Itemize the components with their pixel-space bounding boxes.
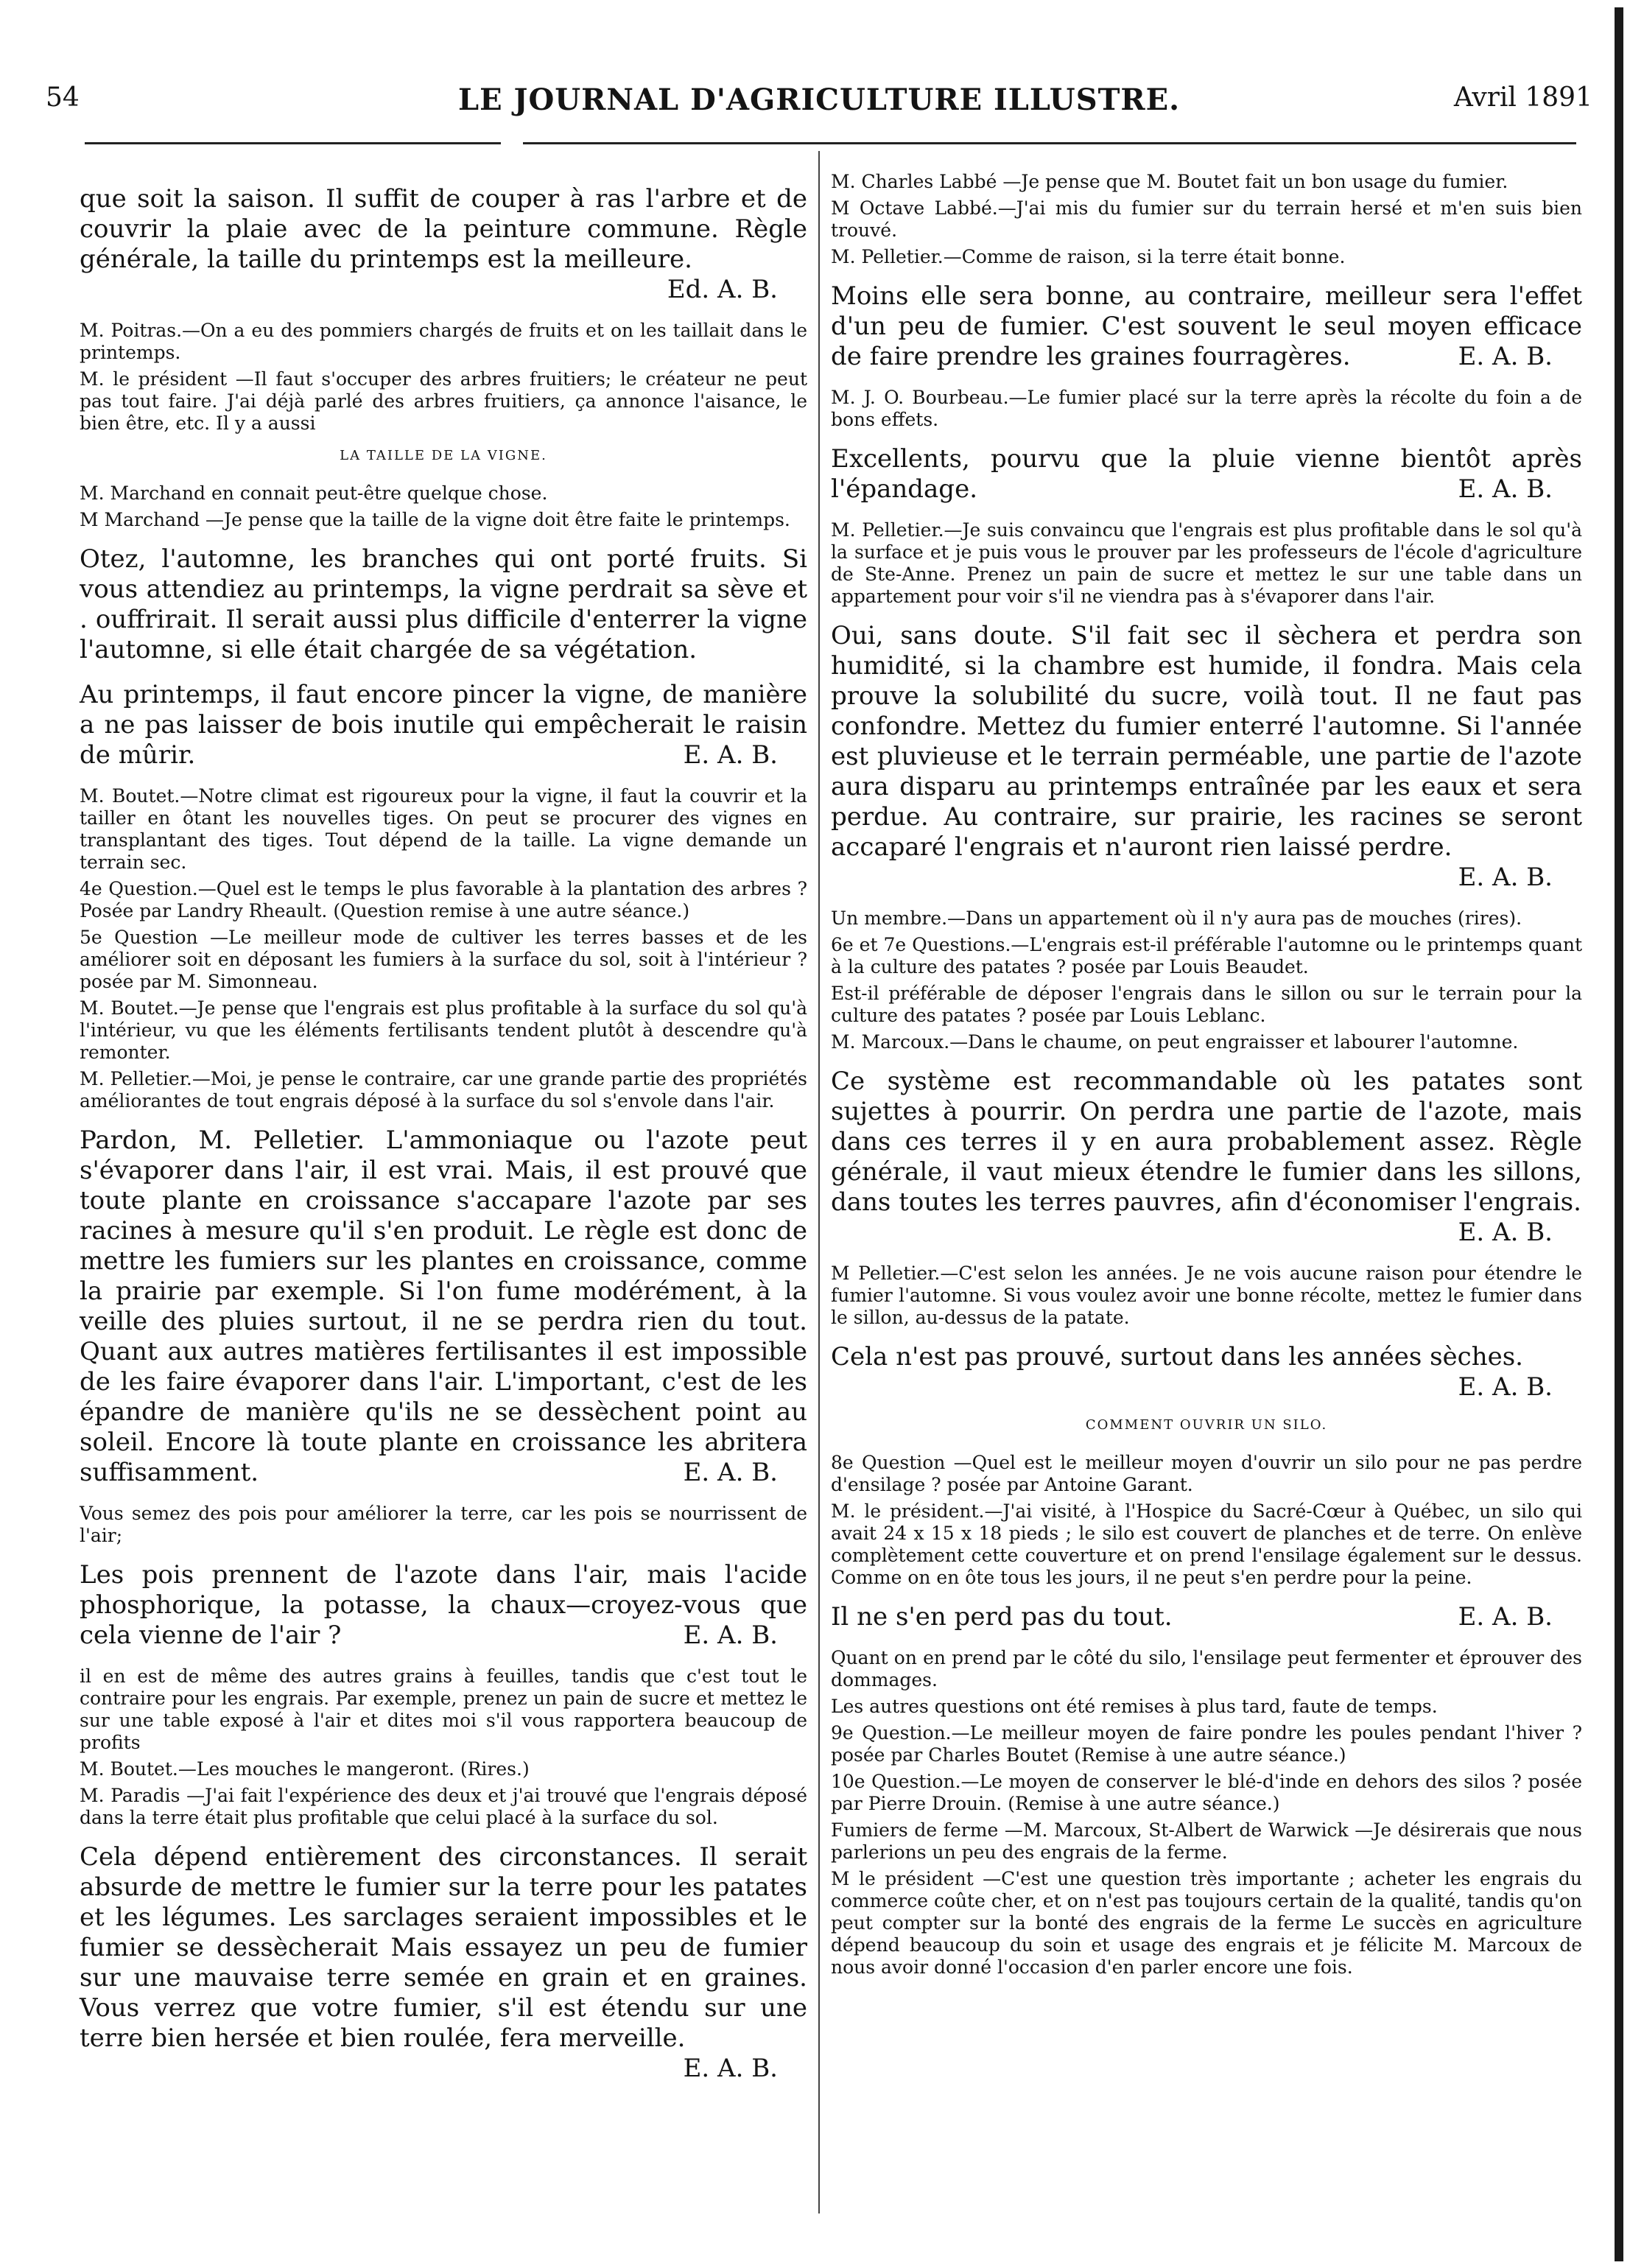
paragraph-text: 8e Question —Quel est le meilleur moyen d'ouvrir un silo pour ne pas perdre d'ensilage ? posée par Antoine Garant. xyxy=(831,1452,1582,1495)
paragraph-text: Il ne s'en perd pas du tout. xyxy=(831,1602,1173,1632)
speaker-remark xyxy=(831,1819,1582,1864)
paragraph-text: il en est de même des autres grains à feuilles, tandis que c'est tout le contraire pour les engrais. Par exemple, prenez un pain de sucre et mettez le sur une table exposé à l'air et dites moi s'il vous rapportera beaucoup de profits xyxy=(80,1665,807,1753)
page-number: 54 xyxy=(46,82,80,113)
editor-signature: E. A. B. xyxy=(683,1621,778,1650)
paragraph-text: Excellents, pourvu que la pluie vienne bientôt après l'épandage. xyxy=(831,444,1582,504)
editor-reply xyxy=(831,444,1582,505)
paragraph-text: 5e Question —Le meilleur mode de cultiver les terres basses et de les améliorer soit en déposant les fumiers à la surface du sol, soit à l'intérieur ? posée par M. Simonneau. xyxy=(80,927,807,992)
editor-signature: E. A. B. xyxy=(1458,1602,1553,1632)
paragraph-text: M. Poitras.—On a eu des pommiers chargés de fruits et on les taillait dans le printemps. xyxy=(80,320,807,363)
speaker-remark xyxy=(80,927,807,993)
paragraph-text: M le président —C'est une question très importante ; acheter les engrais du commerce coûte cher, et on n'est pas toujours certain de la qualité, tandis qu'on peut compter sur la bonté des engrais de la ferme Le succès en agriculture dépend beaucoup du soin et usage des engrais et je félicite M. Marcoux de nous avoir donné l'occasion d'en parler encore une fois. xyxy=(831,1868,1582,1978)
speaker-remark xyxy=(831,197,1582,242)
speaker-remark xyxy=(80,1068,807,1112)
paragraph-text: Vous semez des pois pour améliorer la terre, car les pois se nourrissent de l'air; xyxy=(80,1503,807,1546)
paragraph-text: M. Marcoux.—Dans le chaume, on peut engraisser et labourer l'automne. xyxy=(831,1031,1519,1053)
paragraph-text: M Octave Labbé.—J'ai mis du fumier sur du terrain hersé et m'en suis bien trouvé. xyxy=(831,197,1582,241)
paragraph-text: M. le président —Il faut s'occuper des arbres fruitiers; le créateur ne peut pas tout faire. J'ai déjà parlé des arbres fruitiers, ça annonce l'aisance, le bien être, etc. Il y a aussi xyxy=(80,368,807,434)
section-heading xyxy=(80,448,807,463)
editor-reply xyxy=(80,184,807,305)
paragraph-text: Moins elle sera bonne, au contraire, meilleur sera l'effet d'un peu de fumier. C'est souvent le seul moyen efficace de faire prendre les graines fourragères. xyxy=(831,281,1582,371)
speaker-remark xyxy=(831,1868,1582,1979)
speaker-remark xyxy=(831,387,1582,431)
speaker-remark xyxy=(80,482,807,505)
editor-signature: E. A. B. xyxy=(1458,342,1553,371)
editor-signature: E. A. B. xyxy=(1458,1218,1553,1247)
paragraph-text: M. Marchand en connait peut-être quelque chose. xyxy=(80,482,548,504)
editor-reply xyxy=(80,544,807,665)
paragraph-text: Fumiers de ferme —M. Marcoux, St-Albert de Warwick —Je désirerais que nous parlerions un peu des engrais de la ferme. xyxy=(831,1819,1582,1863)
page-binding-edge xyxy=(1615,7,1623,2261)
paragraph-text: M. Pelletier.—Comme de raison, si la terre était bonne. xyxy=(831,246,1346,267)
speaker-remark xyxy=(831,171,1582,193)
column-divider xyxy=(818,151,820,2213)
speaker-remark xyxy=(831,1452,1582,1496)
issue-date: Avril 1891 xyxy=(1453,82,1592,113)
speaker-remark xyxy=(831,1263,1582,1329)
paragraph-text: M Pelletier.—C'est selon les années. Je ne vois aucune raison pour étendre le fumier l'automne. Si vous voulez avoir une bonne récolte, mettez le fumier dans le sillon, au-dessus de la patate. xyxy=(831,1263,1582,1328)
paragraph-text: Quant on en prend par le côté du silo, l'ensilage peut fermenter et éprouver des dommages. xyxy=(831,1647,1582,1691)
editor-signature: E. A. B. xyxy=(1458,1372,1553,1402)
speaker-remark xyxy=(831,907,1582,930)
speaker-remark xyxy=(831,1771,1582,1815)
page-header xyxy=(46,82,1592,127)
speaker-remark xyxy=(831,1031,1582,1053)
paragraph-text: M. Charles Labbé —Je pense que M. Boutet fait un bon usage du fumier. xyxy=(831,171,1508,192)
editor-reply xyxy=(80,1126,807,1488)
paragraph-text: M. Pelletier.—Moi, je pense le contraire, car une grande partie des propriétés améliorantes de tout engrais déposé à la surface du sol s'envole dans l'air. xyxy=(80,1068,807,1112)
speaker-remark xyxy=(831,1696,1582,1718)
speaker-remark xyxy=(80,320,807,364)
paragraph-text: M. Paradis —J'ai fait l'expérience des deux et j'ai trouvé que l'engrais déposé dans la terre était plus profitable que celui placé à la surface du sol. xyxy=(80,1785,807,1828)
speaker-remark xyxy=(80,785,807,874)
speaker-remark xyxy=(80,509,807,531)
paragraph-text: 9e Question.—Le meilleur moyen de faire pondre les poules pendant l'hiver ? posée par Charles Boutet (Remise à une autre séance.) xyxy=(831,1722,1582,1766)
paragraph-text: Est-il préférable de déposer l'engrais dans le sillon ou sur le terrain pour la culture des patates ? posée par Louis Leblanc. xyxy=(831,983,1582,1026)
header-rule-left xyxy=(85,142,501,144)
paragraph-text: 6e et 7e Questions.—L'engrais est-il préférable l'automne ou le printemps quant à la culture des patates ? posée par Louis Beaudet. xyxy=(831,934,1582,977)
paragraph-text: Au printemps, il faut encore pincer la vigne, de manière a ne pas laisser de bois inutile qui empêcherait le raisin de mûrir. xyxy=(80,680,807,770)
paragraph-text: Oui, sans doute. S'il fait sec il sèchera et perdra son humidité, si la chambre est humide, il fondra. Mais cela prouve la solubilité du sucre, voilà tout. Il ne faut pas confondre. Mettez du fumier enterré l'automne. Si l'année est pluvieuse et le terrain perméable, une partie de l'azote aura disparu au printemps entraînée par les eaux et sera perdue. Au contraire, sur prairie, les racines se seront accaparé l'engrais et n'auront rien laissé perdre. xyxy=(831,621,1582,862)
paragraph-text: M. le président.—J'ai visité, à l'Hospice du Sacré-Cœur à Québec, un silo qui avait 24 x 15 x 18 pieds ; le silo est couvert de planches et de terre. On enlève complètement cette couverture et on prend l'ensilage également sur le dessus. Comme on en ôte tous les jours, il ne peut s'en perdre pour la peine. xyxy=(831,1500,1582,1588)
paragraph-text: M. J. O. Bourbeau.—Le fumier placé sur la terre après la récolte du foin a de bons effets. xyxy=(831,387,1582,430)
paragraph-text: M. Boutet.—Notre climat est rigoureux pour la vigne, il faut la couvrir et la tailler en ôtant les nouvelles tiges. On peut se procurer des vignes en transplantant des tiges. Tout dépend de la taille. La vigne demande un terrain sec. xyxy=(80,785,807,873)
paragraph-text: Pardon, M. Pelletier. L'ammoniaque ou l'azote peut s'évaporer dans l'air, il est vrai. Mais, il est prouvé que toute plante en croissance s'accapare l'azote par ses racines à mesure qu'il s'en produit. Le règle est donc de mettre les fumiers sur les plantes en croissance, comme la prairie par exemple. Si l'on fume modérément, à la veille des pluies surtout, il ne se perdra rien du tout. Quant aux autres matières fertilisantes il est impossible de les faire évaporer dans l'air. L'important, c'est de les épandre de manière qu'ils ne se dessèchent point au soleil. Encore là toute plante en croissance les abritera suffisamment. xyxy=(80,1126,807,1487)
editor-signature: E. A. B. xyxy=(683,740,778,770)
editor-reply xyxy=(831,621,1582,893)
editor-reply xyxy=(831,281,1582,372)
paragraph-text: M Marchand —Je pense que la taille de la vigne doit être faite le printemps. xyxy=(80,509,790,530)
speaker-remark xyxy=(80,878,807,922)
editor-reply xyxy=(80,1842,807,2084)
paragraph-text: Otez, l'automne, les branches qui ont porté fruits. Si vous attendiez au printemps, la vigne perdrait sa sève et . ouffrirait. Il serait aussi plus difficile d'enterrer la vigne l'automne, si elle était chargée de sa végétation. xyxy=(80,544,807,664)
speaker-remark xyxy=(831,1647,1582,1691)
paragraph-text: 10e Question.—Le moyen de conserver le blé-d'inde en dehors des silos ? posée par Pierre Drouin. (Remise à une autre séance.) xyxy=(831,1771,1582,1814)
paragraph-text: COMMENT OUVRIR UN SILO. xyxy=(1085,1417,1328,1433)
paragraph-text: 4e Question.—Quel est le temps le plus favorable à la plantation des arbres ? Posée par Landry Rheault. (Question remise à une autre séance.) xyxy=(80,878,807,921)
editor-signature: E. A. B. xyxy=(1458,863,1553,892)
speaker-remark xyxy=(831,983,1582,1027)
paragraph-text: M. Boutet.—Je pense que l'engrais est plus profitable à la surface du sol qu'à l'intérieur, vu que les éléments fertilisants tendent plutôt à descendre qu'à remonter. xyxy=(80,997,807,1063)
editor-reply xyxy=(831,1342,1582,1402)
speaker-remark xyxy=(80,1785,807,1829)
speaker-remark xyxy=(831,246,1582,268)
speaker-remark xyxy=(80,1758,807,1780)
editor-reply xyxy=(831,1602,1582,1632)
editor-signature: E. A. B. xyxy=(683,2054,778,2083)
editor-signature: E. A. B. xyxy=(1458,474,1553,504)
editor-reply xyxy=(80,1560,807,1651)
editor-reply xyxy=(831,1067,1582,1248)
header-rule-right xyxy=(523,142,1576,144)
section-heading xyxy=(831,1417,1582,1433)
speaker-remark xyxy=(80,997,807,1064)
paragraph-text: M. Pelletier.—Je suis convaincu que l'engrais est plus profitable dans le sol qu'à la surface et je puis vous le prouver par les professeurs de l'école d'agriculture de Ste-Anne. Prenez un pain de sucre et mettez le sur une table dans un appartement pour voir s'il ne viendra pas à s'évaporer dans l'air. xyxy=(831,519,1582,607)
speaker-remark xyxy=(80,1665,807,1754)
left-column xyxy=(80,171,807,2099)
editor-signature: E. A. B. xyxy=(683,1458,778,1487)
editor-reply xyxy=(80,680,807,770)
speaker-remark xyxy=(831,519,1582,608)
speaker-remark xyxy=(80,368,807,435)
paragraph-text: Un membre.—Dans un appartement où il n'y aura pas de mouches (rires). xyxy=(831,907,1522,929)
speaker-remark xyxy=(80,1503,807,1547)
paragraph-text: M. Boutet.—Les mouches le mangeront. (Rires.) xyxy=(80,1758,530,1780)
paragraph-text: Les pois prennent de l'azote dans l'air, mais l'acide phosphorique, la potasse, la chaux—croyez-vous que cela vienne de l'air ? xyxy=(80,1560,807,1650)
paragraph-text: que soit la saison. Il suffit de couper à ras l'arbre et de couvrir la plaie avec de la peinture commune. Règle générale, la taille du printemps est la meilleure. xyxy=(80,184,807,274)
editor-signature: Ed. A. B. xyxy=(667,275,778,304)
paragraph-text: Ce système est recommandable où les patates sont sujettes à pourrir. On perdra une partie de l'azote, mais dans ces terres il y en aura probablement assez. Règle générale, il vaut mieux étendre le fumier dans les sillons, dans toutes les terres pauvres, afin d'économiser l'engrais. xyxy=(831,1067,1582,1217)
paragraph-text: Cela n'est pas prouvé, surtout dans les années sèches. xyxy=(831,1342,1523,1372)
journal-title: LE JOURNAL D'AGRICULTURE ILLUSTRE. xyxy=(457,82,1180,117)
paragraph-text: Les autres questions ont été remises à plus tard, faute de temps. xyxy=(831,1696,1438,1717)
speaker-remark xyxy=(831,934,1582,978)
speaker-remark xyxy=(831,1500,1582,1589)
paragraph-text: Cela dépend entièrement des circonstances. Il serait absurde de mettre le fumier sur la terre pour les patates et les légumes. Les sarclages seraient impossibles et le fumier se dessècherait Mais essayez un peu de fumier sur une mauvaise terre semée en grain et en graines. Vous verrez que votre fumier, s'il est étendu sur une terre bien hersée et bien roulée, fera merveille. xyxy=(80,1842,807,2053)
paragraph-text: LA TAILLE DE LA VIGNE. xyxy=(340,448,547,463)
right-column xyxy=(831,171,1582,1983)
speaker-remark xyxy=(831,1722,1582,1766)
